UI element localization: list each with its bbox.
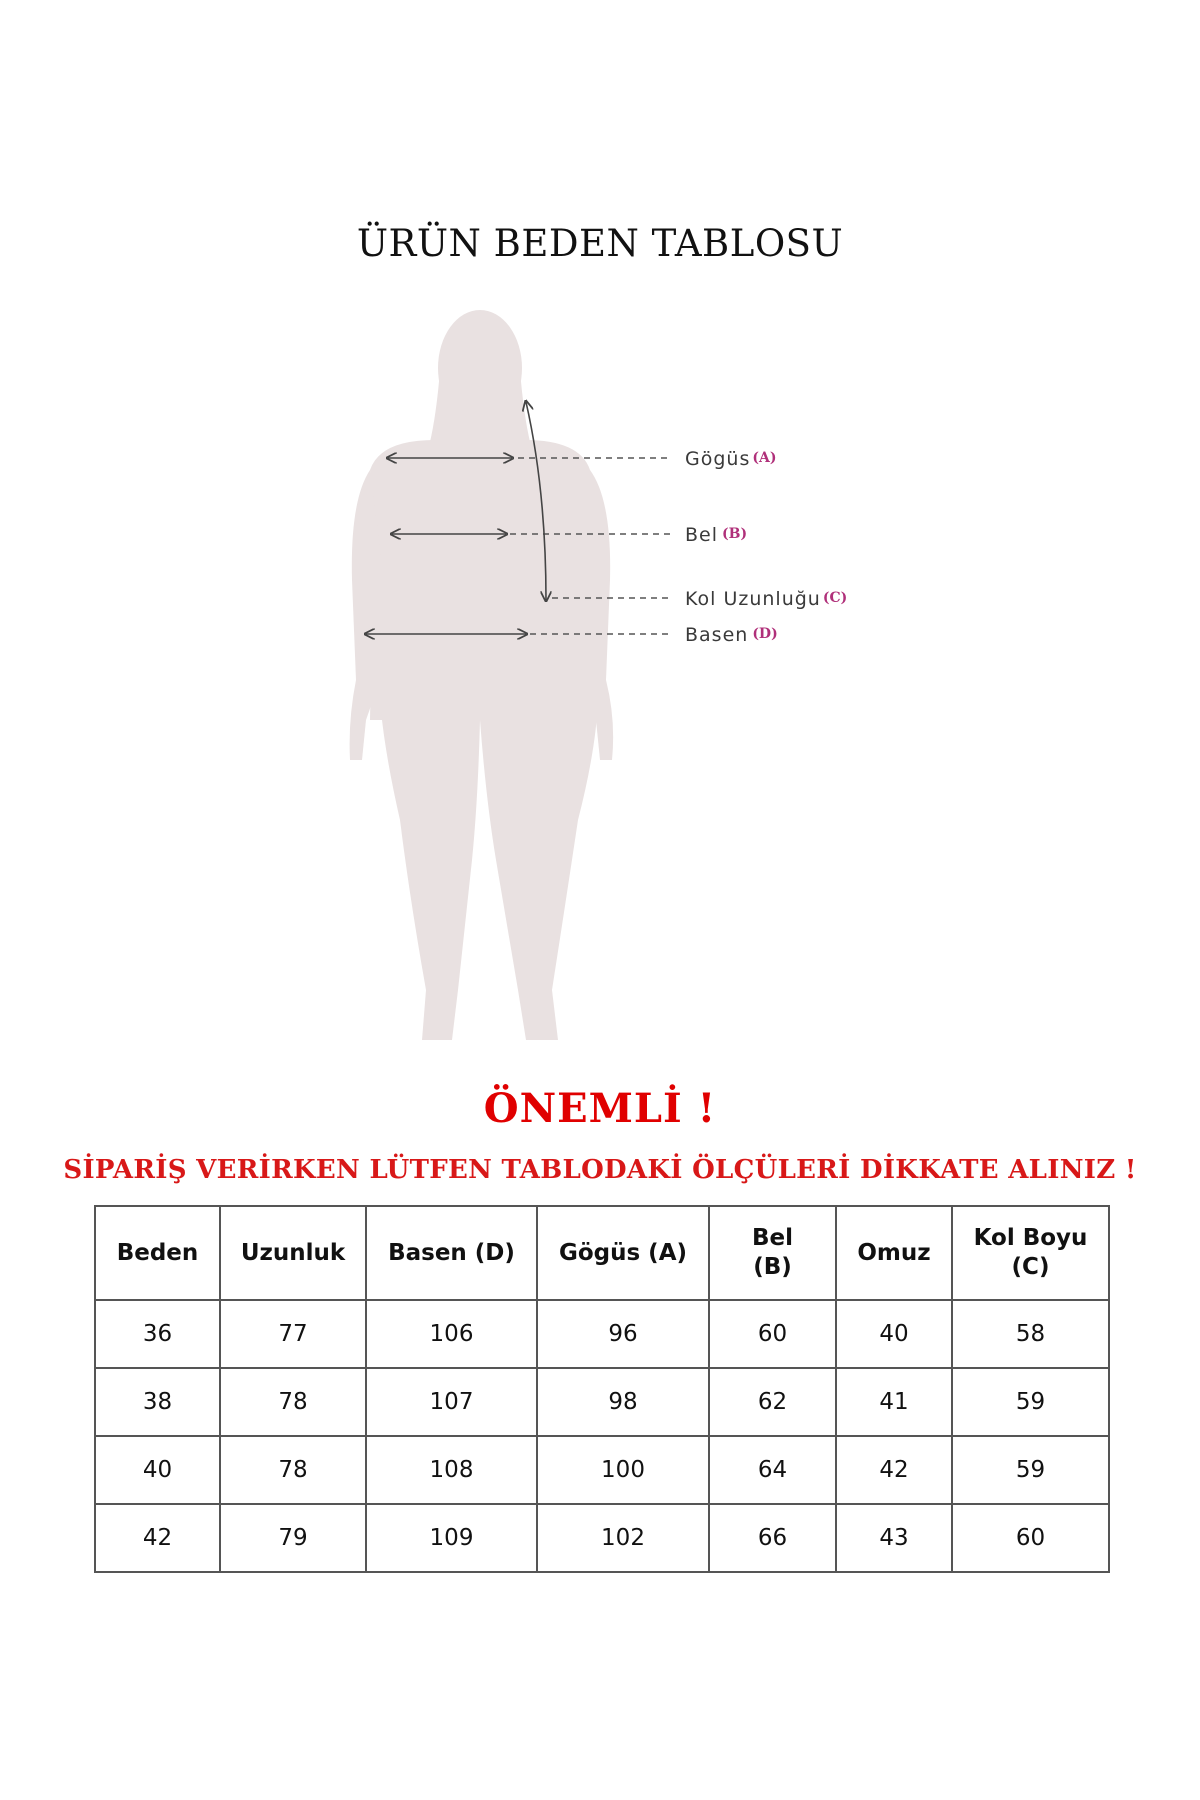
header-uzunluk: Uzunluk bbox=[220, 1206, 366, 1300]
table-cell: 60 bbox=[709, 1300, 836, 1368]
table-row bbox=[95, 1436, 1109, 1504]
table-cell: 106 bbox=[366, 1300, 537, 1368]
header-omuz: Omuz bbox=[836, 1206, 952, 1300]
waist-label: Bel (B) bbox=[685, 524, 748, 546]
table-cell: 40 bbox=[95, 1436, 220, 1504]
table-cell: 38 bbox=[95, 1368, 220, 1436]
table-cell: 64 bbox=[709, 1436, 836, 1504]
sleeve-length-label: Kol Uzunluğu (C) bbox=[685, 588, 848, 610]
table-cell: 102 bbox=[537, 1504, 709, 1572]
table-row bbox=[95, 1504, 1109, 1572]
header-kol-boyu: Kol Boyu (C) bbox=[952, 1206, 1109, 1300]
page-title: ÜRÜN BEDEN TABLOSU bbox=[356, 222, 844, 265]
table-cell: 42 bbox=[95, 1504, 220, 1572]
table-cell: 79 bbox=[220, 1504, 366, 1572]
table-cell: 58 bbox=[952, 1300, 1109, 1368]
header-bel: Bel (B) bbox=[709, 1206, 836, 1300]
table-cell: 62 bbox=[709, 1368, 836, 1436]
header-gogus: Gögüs (A) bbox=[537, 1206, 709, 1300]
table-cell: 43 bbox=[836, 1504, 952, 1572]
table-cell: 108 bbox=[366, 1436, 537, 1504]
table-cell: 66 bbox=[709, 1504, 836, 1572]
important-heading: ÖNEMLİ ! bbox=[483, 1085, 717, 1132]
header-basen: Basen (D) bbox=[366, 1206, 537, 1300]
header-beden: Beden bbox=[95, 1206, 220, 1300]
table-cell: 59 bbox=[952, 1368, 1109, 1436]
table-row bbox=[95, 1368, 1109, 1436]
table-cell: 59 bbox=[952, 1436, 1109, 1504]
female-silhouette bbox=[350, 310, 614, 1040]
table-cell: 98 bbox=[537, 1368, 709, 1436]
table-cell: 100 bbox=[537, 1436, 709, 1504]
table-header-row bbox=[95, 1206, 1109, 1300]
table-cell: 109 bbox=[366, 1504, 537, 1572]
table-cell: 107 bbox=[366, 1368, 537, 1436]
table-row bbox=[95, 1300, 1109, 1368]
table-cell: 96 bbox=[537, 1300, 709, 1368]
chest-label: Gögüs (A) bbox=[685, 448, 777, 470]
table-cell: 40 bbox=[836, 1300, 952, 1368]
notice-text: SİPARİŞ VERİRKEN LÜTFEN TABLODAKİ ÖLÇÜLERİ DİKKATE ALINIZ ! bbox=[63, 1155, 1137, 1185]
table-cell: 42 bbox=[836, 1436, 952, 1504]
table-cell: 60 bbox=[952, 1504, 1109, 1572]
table-cell: 36 bbox=[95, 1300, 220, 1368]
table-cell: 77 bbox=[220, 1300, 366, 1368]
hip-label: Basen (D) bbox=[685, 624, 778, 646]
table-cell: 78 bbox=[220, 1368, 366, 1436]
size-table bbox=[94, 1205, 1110, 1573]
table-cell: 78 bbox=[220, 1436, 366, 1504]
body-measurement-diagram bbox=[340, 300, 900, 1050]
table-cell: 41 bbox=[836, 1368, 952, 1436]
